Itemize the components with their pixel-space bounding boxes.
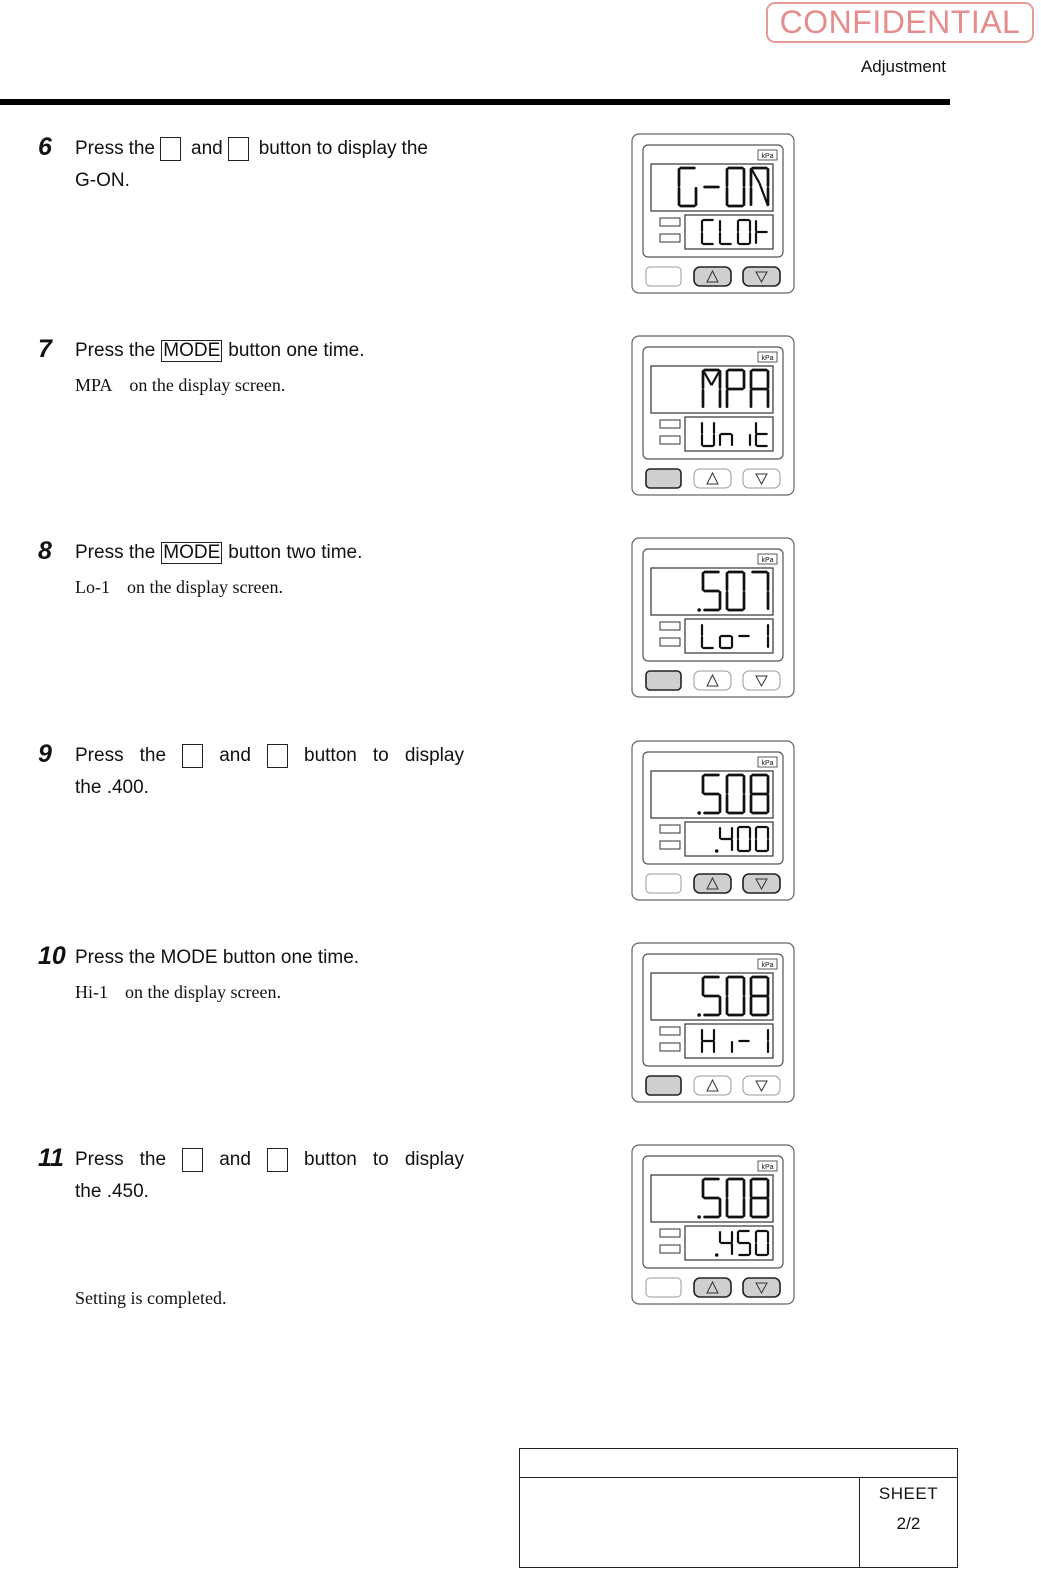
step-instruction-line <box>75 946 464 970</box>
decimal-point <box>697 1013 701 1017</box>
up-button <box>694 671 731 690</box>
step-number: 8 <box>38 537 52 565</box>
step-number: 9 <box>38 740 52 768</box>
indicator-1 <box>660 622 680 630</box>
step-number: 6 <box>38 133 52 161</box>
mode-button <box>646 1278 681 1297</box>
word: Press <box>75 1149 124 1170</box>
mode-button <box>646 1076 681 1095</box>
sheet-label: SHEET <box>878 1484 939 1503</box>
note-text: on the display screen. <box>127 577 283 597</box>
display-note <box>75 981 281 1003</box>
decimal-point <box>697 608 701 612</box>
indicator-1 <box>660 825 680 833</box>
up-button <box>694 1278 731 1297</box>
up-button <box>694 1076 731 1095</box>
display-code: Lo-1 <box>75 577 110 597</box>
step-instruction-cont: G-ON. <box>75 170 130 191</box>
up-button-placeholder <box>182 1148 203 1172</box>
indicator-1 <box>660 1027 680 1035</box>
instruction-suffix: button one time. <box>228 340 365 361</box>
word: the <box>401 138 428 159</box>
word: and <box>191 138 223 159</box>
unit-label: kPa <box>761 1164 774 1171</box>
up-button <box>694 469 731 488</box>
word: the <box>139 745 167 766</box>
down-button <box>743 874 780 893</box>
instruction-text: Press the MODE button one time. <box>75 947 360 968</box>
step-instruction-cont: the .400. <box>75 777 149 798</box>
word: button <box>258 138 312 159</box>
display-code: MPA <box>75 375 113 395</box>
indicator-2 <box>660 1043 680 1051</box>
completion-note: Setting is completed. <box>75 1288 227 1308</box>
pressure-sensor-display-step-11 <box>631 1144 795 1305</box>
indicator-2 <box>660 436 680 444</box>
indicator-2 <box>660 638 680 646</box>
down-button-placeholder <box>267 1148 288 1172</box>
unit-label: kPa <box>761 557 774 564</box>
decimal-point <box>715 1253 719 1257</box>
down-button <box>743 671 780 690</box>
sub-lcd-window <box>685 1024 773 1058</box>
step-number: 7 <box>38 335 52 363</box>
step-instruction-line <box>75 1148 464 1172</box>
up-button-placeholder <box>182 744 203 768</box>
step-instruction-line <box>75 744 464 768</box>
word: display <box>404 1149 464 1170</box>
up-button-placeholder <box>160 137 181 161</box>
pressure-sensor-display-step-7 <box>631 335 795 496</box>
word: display <box>337 138 397 159</box>
word: the <box>139 1149 167 1170</box>
down-button-placeholder <box>228 137 249 161</box>
sheet-cell <box>859 1478 957 1567</box>
word: Press <box>75 138 124 159</box>
down-button <box>743 1278 780 1297</box>
mode-key-label: MODE <box>163 542 221 563</box>
decimal-point <box>715 849 719 853</box>
word: and <box>219 1149 251 1170</box>
indicator-1 <box>660 218 680 226</box>
indicator-1 <box>660 1229 680 1237</box>
header-rule <box>0 99 950 105</box>
mode-button <box>646 469 681 488</box>
word: to <box>372 745 389 766</box>
instruction-prefix: Press the <box>75 542 156 563</box>
step-instruction-line <box>75 541 464 565</box>
pressure-sensor-display-step-9 <box>631 740 795 901</box>
down-button-placeholder <box>267 744 288 768</box>
display-note <box>75 374 285 396</box>
word: to <box>372 1149 389 1170</box>
step-number: 10 <box>38 942 66 970</box>
word: the <box>128 138 155 159</box>
word: Press <box>75 745 124 766</box>
pressure-sensor-display-step-6 <box>631 133 795 294</box>
word: button <box>304 745 357 766</box>
instruction-suffix: button two time. <box>228 542 363 563</box>
step-instruction-line <box>75 339 464 363</box>
unit-label: kPa <box>761 355 774 362</box>
word: button <box>304 1149 357 1170</box>
note-text: on the display screen. <box>129 375 286 395</box>
pressure-sensor-display-step-10 <box>631 942 795 1103</box>
step-instruction-line <box>75 137 464 161</box>
indicator-2 <box>660 841 680 849</box>
unit-label: kPa <box>761 153 774 160</box>
down-button <box>743 267 780 286</box>
unit-label: kPa <box>761 962 774 969</box>
display-note <box>75 576 283 598</box>
down-button <box>743 469 780 488</box>
indicator-1 <box>660 420 680 428</box>
sheet-number: 2/2 <box>896 1514 921 1533</box>
unit-label: kPa <box>761 760 774 767</box>
mode-button <box>646 267 681 286</box>
indicator-2 <box>660 234 680 242</box>
step-number: 11 <box>38 1144 64 1172</box>
section-label: Adjustment <box>860 57 946 76</box>
mode-key-label: MODE <box>163 340 221 361</box>
word: and <box>219 745 251 766</box>
step-instruction-cont: the .450. <box>75 1181 149 1202</box>
decimal-point <box>697 1215 701 1219</box>
display-code: Hi-1 <box>75 982 108 1002</box>
up-button <box>694 874 731 893</box>
confidential-stamp: CONFIDENTIAL <box>766 2 1034 43</box>
title-block-header-row <box>520 1449 957 1478</box>
title-block <box>519 1448 958 1568</box>
decimal-point <box>697 811 701 815</box>
instruction-prefix: Press the <box>75 340 156 361</box>
down-button <box>743 1076 780 1095</box>
indicator-2 <box>660 1245 680 1253</box>
pressure-sensor-display-step-8 <box>631 537 795 698</box>
up-button <box>694 267 731 286</box>
mode-button <box>646 874 681 893</box>
word: display <box>404 745 464 766</box>
note-text: on the display screen. <box>125 982 281 1002</box>
word: to <box>316 138 333 159</box>
mode-button <box>646 671 681 690</box>
